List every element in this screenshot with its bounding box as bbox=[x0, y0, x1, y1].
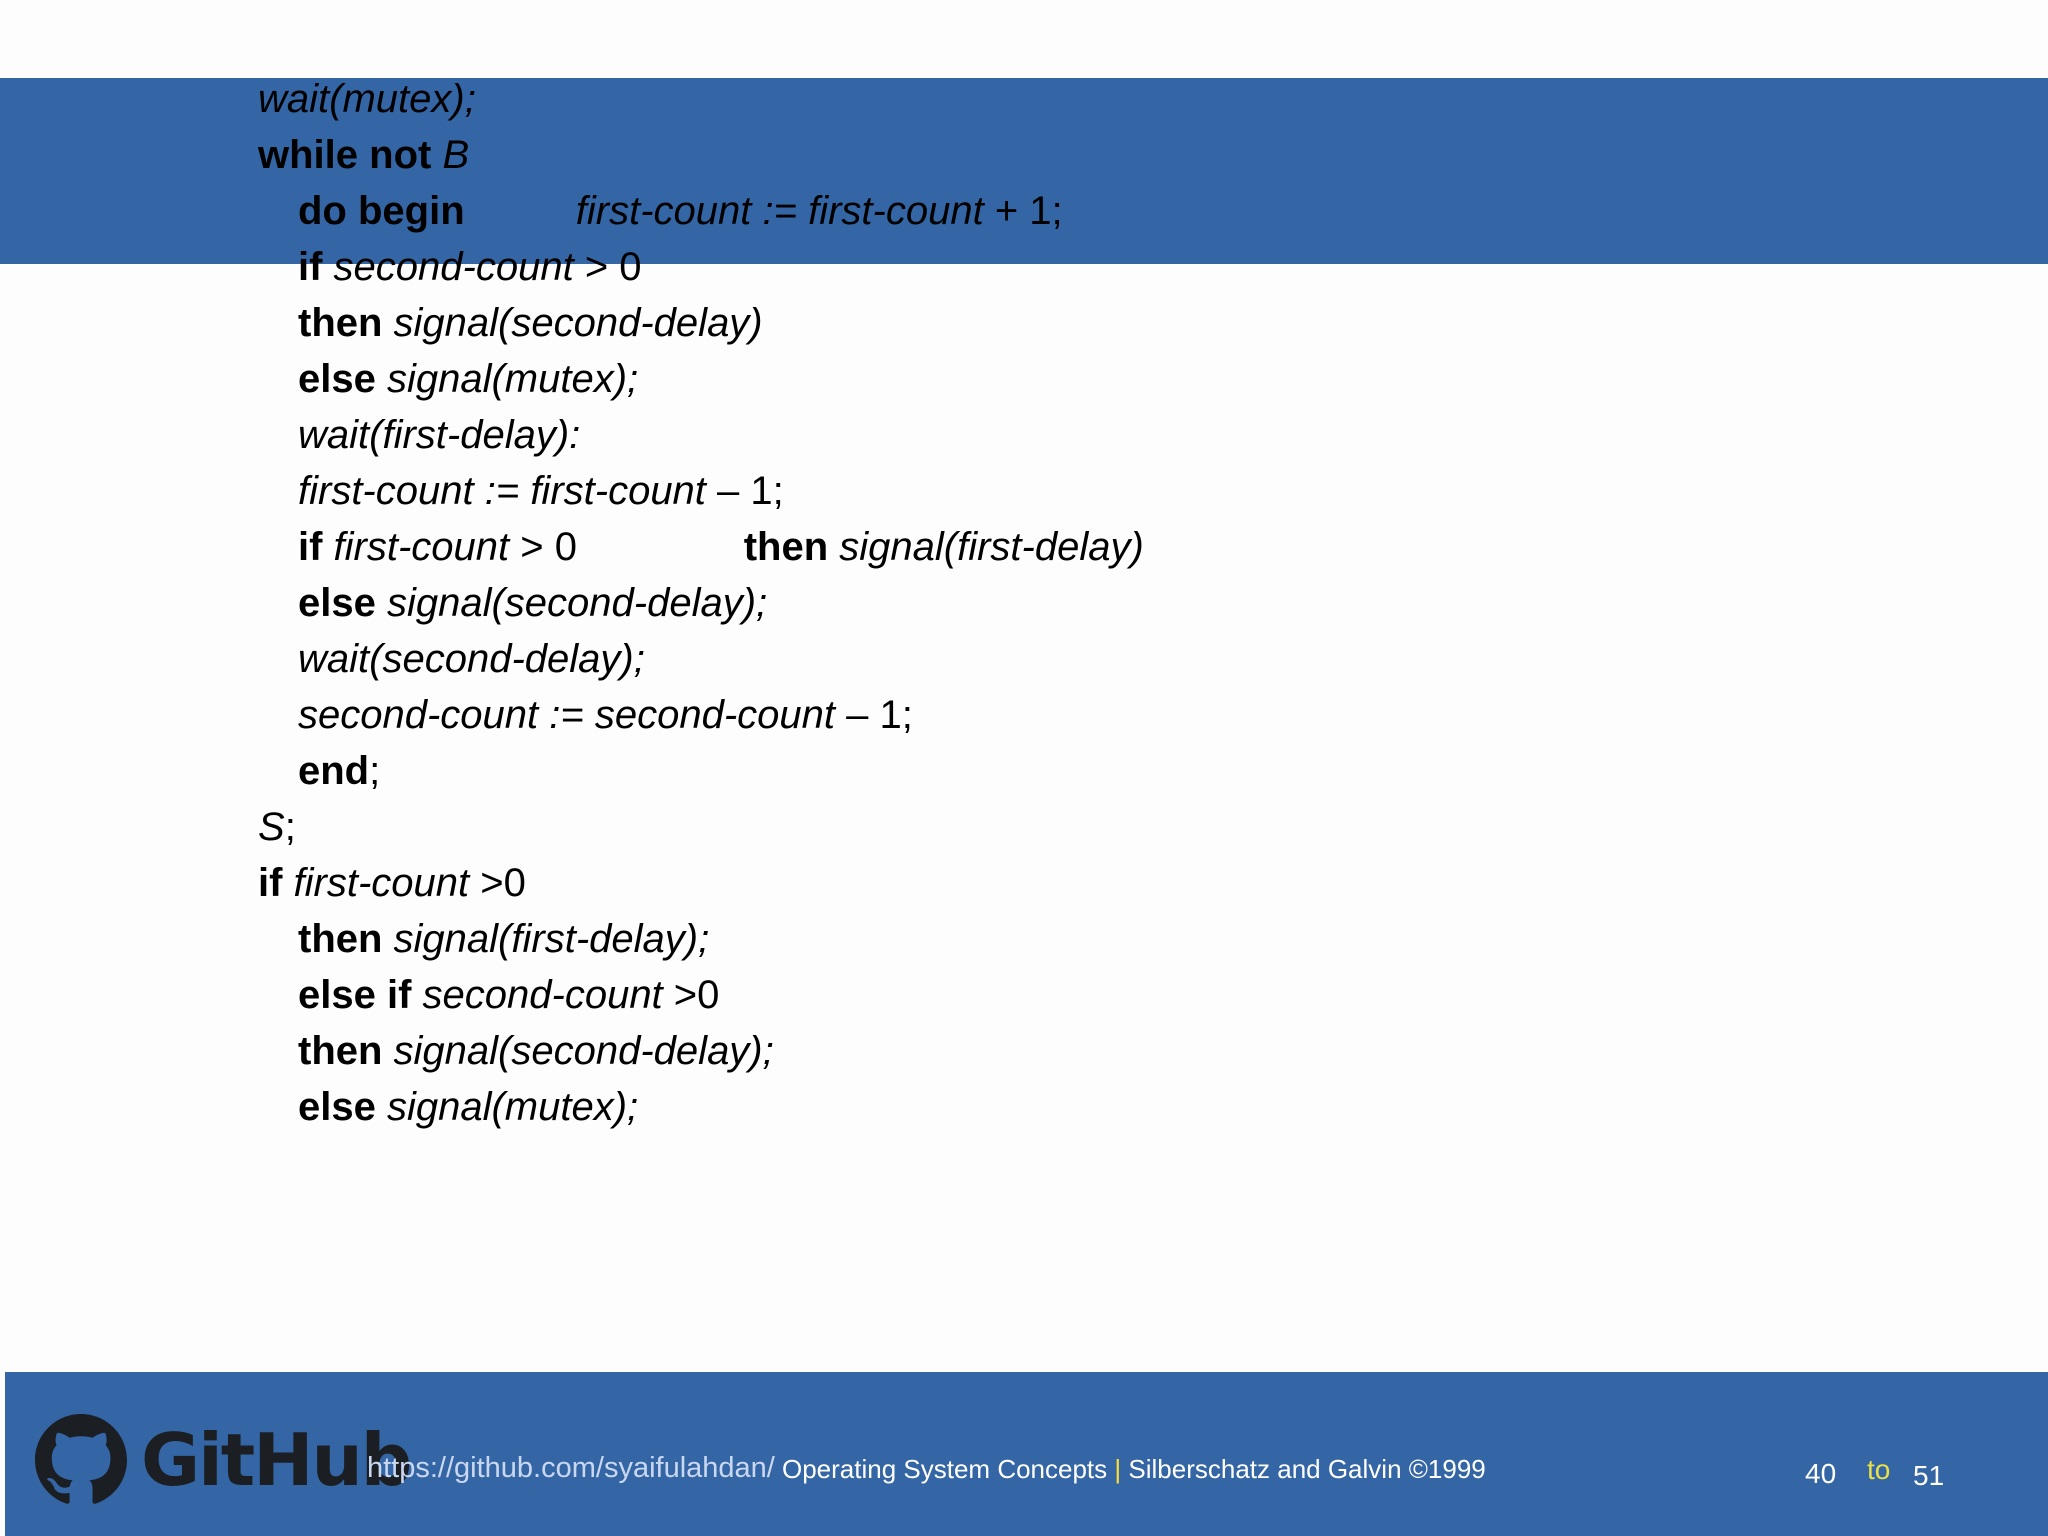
separator: | bbox=[1114, 1454, 1122, 1484]
code-line bbox=[258, 859, 526, 907]
code-token: else bbox=[298, 1085, 387, 1129]
code-token: then bbox=[298, 1029, 394, 1073]
code-line bbox=[298, 299, 763, 347]
code-line bbox=[298, 635, 645, 683]
code-token: first-count bbox=[808, 189, 984, 233]
code-token: := bbox=[538, 693, 595, 737]
page-range-to: to bbox=[1867, 1454, 1891, 1485]
code-line bbox=[298, 523, 1144, 571]
code-line bbox=[298, 971, 719, 1019]
code-token: end bbox=[298, 749, 370, 793]
github-wordmark: GitHub bbox=[141, 1417, 411, 1502]
code-line bbox=[298, 467, 784, 515]
code-token: else if bbox=[298, 973, 423, 1017]
code-line bbox=[298, 579, 767, 627]
code-line bbox=[298, 411, 580, 459]
footer-bar bbox=[5, 1372, 2048, 1536]
code-token: second-count bbox=[594, 693, 836, 737]
code-token: wait(first-delay): bbox=[298, 413, 581, 457]
code-token bbox=[577, 525, 744, 569]
code-line bbox=[298, 747, 380, 795]
code-token: := bbox=[473, 469, 531, 513]
code-token: first-count bbox=[333, 525, 510, 569]
code-token: ; bbox=[369, 749, 381, 793]
code-token: wait(mutex); bbox=[258, 77, 476, 121]
code-line bbox=[298, 1027, 774, 1075]
github-logo bbox=[35, 1412, 410, 1507]
code-token: signal(mutex); bbox=[386, 1085, 639, 1129]
code-token: – 1; bbox=[705, 469, 784, 513]
code-token: S bbox=[258, 805, 285, 849]
code-token: then bbox=[298, 301, 394, 345]
code-token: >0 bbox=[662, 973, 720, 1017]
code-token: – 1; bbox=[835, 693, 913, 737]
code-token: >0 bbox=[469, 861, 526, 905]
code-token: := bbox=[751, 189, 809, 233]
code-line bbox=[298, 691, 913, 739]
code-token bbox=[465, 189, 576, 233]
code-line bbox=[298, 355, 638, 403]
code-token: then bbox=[743, 525, 840, 569]
code-token: ; bbox=[284, 805, 296, 849]
code-token: first-count bbox=[530, 469, 706, 513]
authors: Silberschatz and Galvin ©1999 bbox=[1128, 1454, 1486, 1484]
code-token: second-count bbox=[298, 693, 539, 737]
code-token: signal(second-delay); bbox=[386, 581, 768, 625]
code-line bbox=[298, 187, 1063, 235]
code-token: second-count bbox=[333, 245, 574, 289]
code-token: else bbox=[298, 357, 387, 401]
code-token: if bbox=[258, 861, 294, 905]
page-range-end: 51 bbox=[1913, 1460, 1945, 1491]
code-token: if bbox=[298, 245, 334, 289]
code-token: > 0 bbox=[509, 525, 577, 569]
code-token: if bbox=[298, 525, 334, 569]
code-line bbox=[258, 131, 469, 179]
code-line bbox=[298, 1083, 638, 1131]
code-token: first-count bbox=[575, 189, 752, 233]
code-line bbox=[258, 75, 476, 123]
code-token: B bbox=[442, 133, 470, 177]
course-credit bbox=[782, 1454, 1486, 1485]
course-title: Operating System Concepts bbox=[782, 1454, 1108, 1484]
code-token: else bbox=[298, 581, 387, 625]
code-token: second-count bbox=[422, 973, 663, 1017]
code-token: do begin bbox=[298, 189, 465, 233]
repo-link[interactable]: https://github.com/syaifulahdan/ bbox=[367, 1452, 775, 1484]
code-token: signal(second-delay) bbox=[393, 301, 763, 345]
code-token: signal(mutex); bbox=[386, 357, 639, 401]
code-token: then bbox=[298, 917, 394, 961]
octocat-icon bbox=[35, 1414, 127, 1506]
code-token: first-count bbox=[293, 861, 470, 905]
code-line bbox=[258, 803, 296, 851]
code-token: signal(first-delay) bbox=[839, 525, 1144, 569]
code-token: signal(second-delay); bbox=[393, 1029, 774, 1073]
page-range-start: 40 bbox=[1805, 1458, 1837, 1489]
code-line bbox=[298, 915, 709, 963]
code-token: + 1; bbox=[983, 189, 1063, 233]
code-token: first-count bbox=[298, 469, 474, 513]
code-line bbox=[298, 243, 642, 291]
code-token: while not bbox=[258, 133, 443, 177]
code-token: signal(first-delay); bbox=[393, 917, 710, 961]
code-token: wait(second-delay); bbox=[298, 637, 645, 681]
code-token: > 0 bbox=[573, 245, 642, 289]
